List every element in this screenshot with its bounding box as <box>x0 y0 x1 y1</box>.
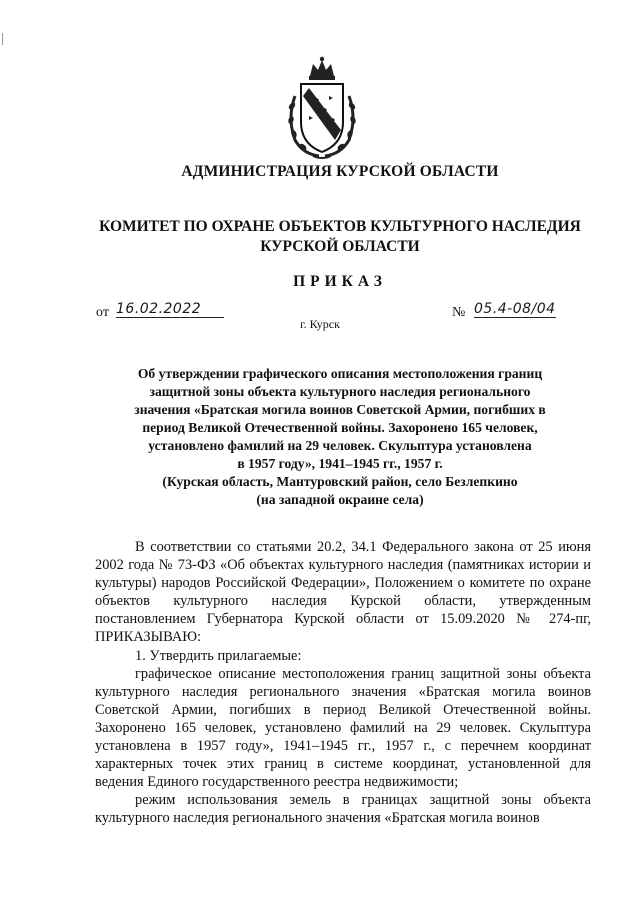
document-type: ПРИКАЗ <box>293 273 387 290</box>
order-body <box>95 538 591 828</box>
body-paragraph: режим использования земель в границах защитной зоны объекта культурного наследия регионального значения «Братская могила воинов <box>95 792 591 827</box>
subject-line: Об утверждении графического описания местоположения границ <box>137 366 543 381</box>
subject-line: защитной зоны объекта культурного наследия регионального <box>149 384 531 399</box>
subject-line: (на западной окраине села) <box>256 492 424 507</box>
date-label: от <box>96 305 109 320</box>
body-paragraph: графическое описание местоположения границ защитной зоны объекта культурного наследия регионального значения «Братская могила воинов Советской Армии, погибших в период Великой Отечественной войны. Захоронено 165 человек, установлено фамилий на 29 человек. Скульптура установлена в 1957 году», 1941–1945 гг., 1957 г., с перечнем координат характерных точек этих границ в системе координат, установленной для ведения Единого государственного реестра недвижимости; <box>95 665 591 791</box>
city: г. Курск <box>300 317 340 331</box>
body-paragraph: 1. Утвердить прилагаемые: <box>135 647 302 664</box>
administration-title: АДМИНИСТРАЦИЯ КУРСКОЙ ОБЛАСТИ <box>181 163 499 180</box>
subject-line: установлено фамилий на 29 человек. Скульптура установлена <box>148 438 532 453</box>
date-value: 16.02.2022 <box>116 301 224 318</box>
scan-mark <box>2 33 3 45</box>
committee-title-line2: КУРСКОЙ ОБЛАСТИ <box>260 238 420 255</box>
number-label: № <box>452 305 466 320</box>
coat-of-arms-icon <box>283 56 361 162</box>
order-subject <box>100 365 580 509</box>
subject-line: значения «Братская могила воинов Советской Армии, погибших в <box>134 402 546 417</box>
subject-line: (Курская область, Мантуровский район, село Безлепкино <box>162 474 518 489</box>
subject-line: период Великой Отечественной войны. Захоронено 165 человек, <box>142 420 538 435</box>
body-paragraph: В соответствии со статьями 20.2, 34.1 Федерального закона от 25 июня 2002 года № 73-ФЗ «Об объектах культурного наследия (памятниках истории и культуры) народов Российской Федерации», Положением о комитете по охране объектов культурного наследия Курской области, утвержденным постановлением Губернатора Курской области от 15.09.2020 № 274-пг, ПРИКАЗЫВАЮ: <box>95 539 591 646</box>
committee-title-line1: КОМИТЕТ ПО ОХРАНЕ ОБЪЕКТОВ КУЛЬТУРНОГО НАСЛЕДИЯ <box>99 218 581 235</box>
subject-line: в 1957 году», 1941–1945 гг., 1957 г. <box>237 456 443 471</box>
number-value: 05.4-08/04 <box>474 301 556 317</box>
committee-title <box>60 217 620 257</box>
